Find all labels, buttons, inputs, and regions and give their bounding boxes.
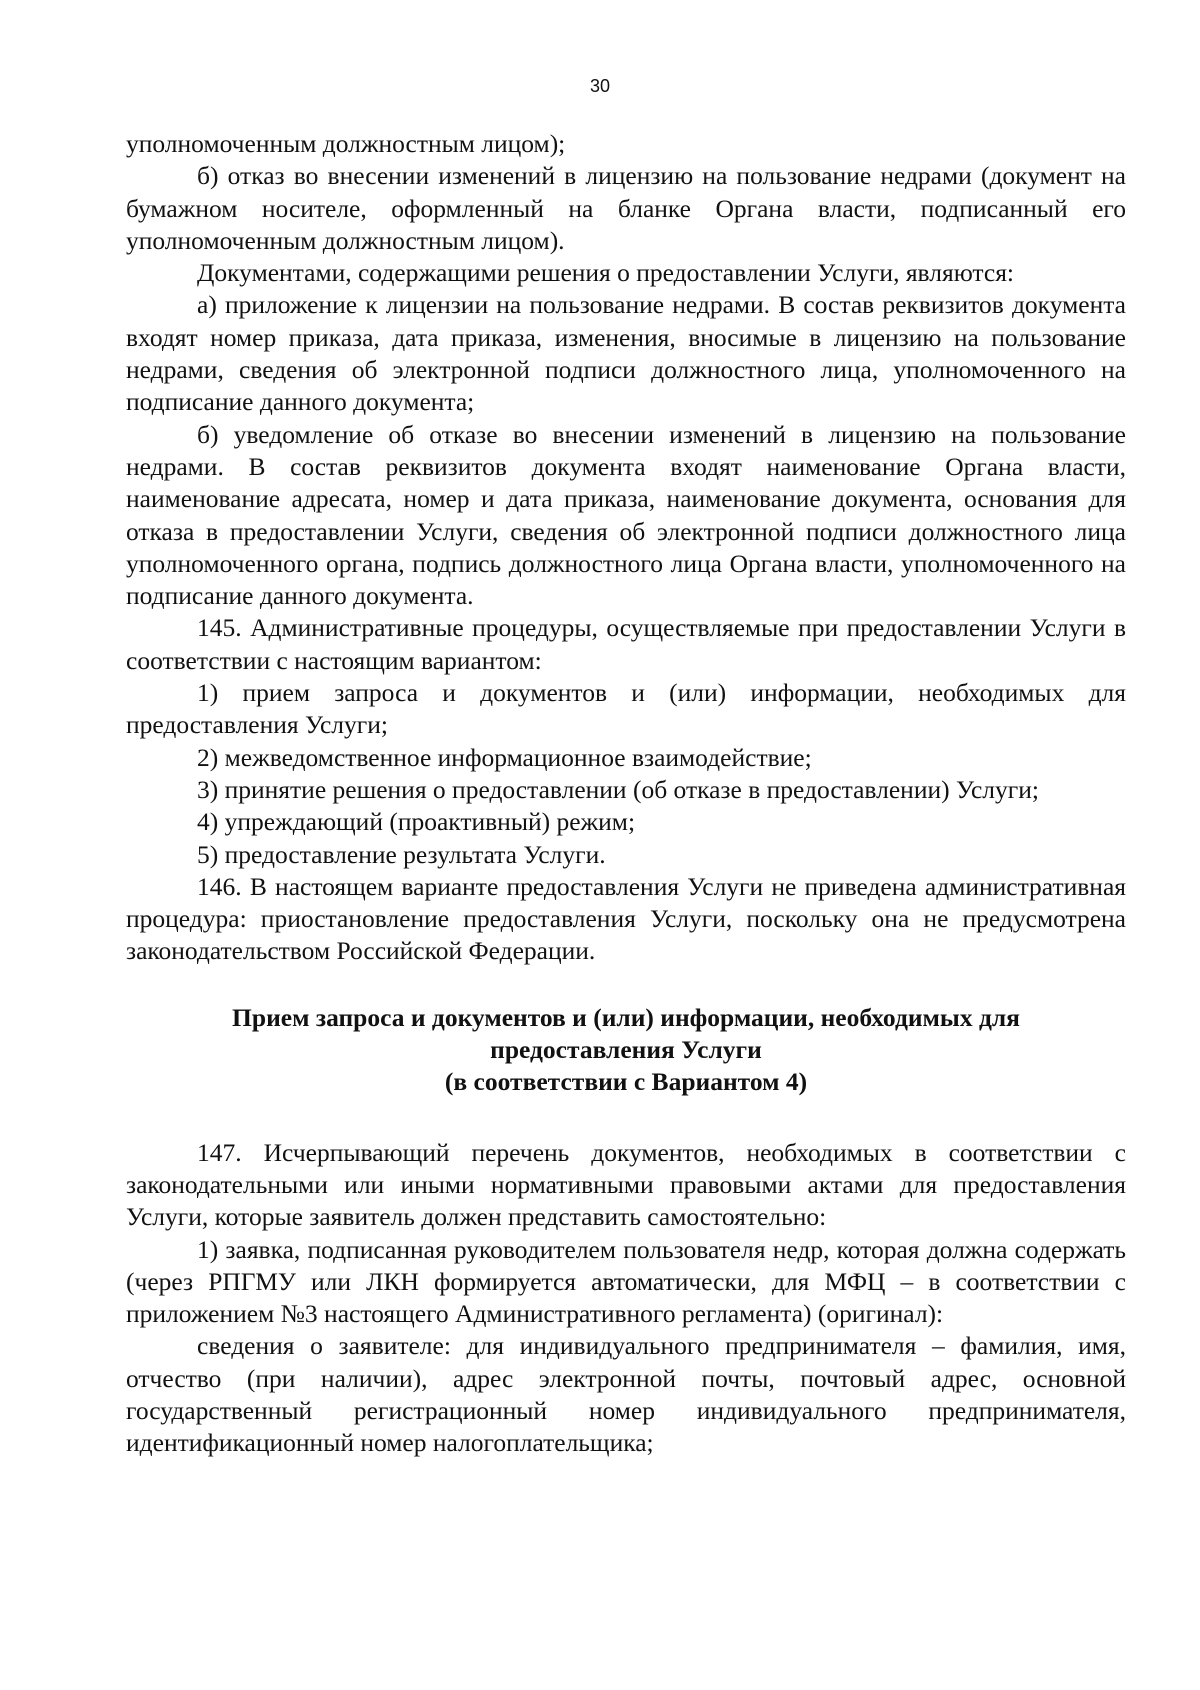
list-item: 5) предоставление результата Услуги. <box>197 839 606 869</box>
section-heading-line: (в соответствии с Вариантом 4) <box>444 1067 808 1097</box>
paragraph-147: 147. Исчерпывающий перечень документов, необходимых в соответствии с законодательными или иными нормативными правовыми актами для предоставления Услуги, которые заявитель должен представить самостоятельно: <box>126 1137 1126 1232</box>
paragraph: а) приложение к лицензии на пользование недрами. В состав реквизитов документа входят номер приказа, дата приказа, изменения, вносимые в лицензию на пользование недрами, сведения об электронной подписи должностного лица, уполномоченного на подписание данного документа; <box>126 290 1126 417</box>
document-body <box>126 128 1126 1460</box>
section-heading-line: предоставления Услуги <box>490 1035 762 1065</box>
paragraph: Документами, содержащими решения о предоставлении Услуги, являются: <box>197 258 1015 288</box>
paragraph: б) уведомление об отказе во внесении изменений в лицензию на пользование недрами. В состав реквизитов документа входят наименование Органа власти, наименование адресата, номер и дата приказа, наименование документа, основания для отказа в предоставлении Услуги, сведения об электронной подписи должностного лица уполномоченного органа, подпись должностного лица Органа власти, уполномоченного на подписание данного документа. <box>126 419 1126 611</box>
paragraph: сведения о заявителе: для индивидуального предпринимателя – фамилия, имя, отчество (при наличии), адрес электронной почты, почтовый адрес, основной государственный регистрационный номер индивидуального предпринимателя, идентификационный номер налогоплательщика; <box>126 1331 1126 1458</box>
list-item: 1) прием запроса и документов и (или) информации, необходимых для предоставления Услуги; <box>126 678 1126 740</box>
list-item: 4) упреждающий (проактивный) режим; <box>197 807 636 837</box>
section-heading <box>126 1002 1126 1099</box>
paragraph: уполномоченным должностным лицом); <box>126 129 566 158</box>
page-number: 30 <box>589 76 611 96</box>
list-item: 1) заявка, подписанная руководителем пользователя недр, которая должна содержать (через РПГМУ или ЛКН формируется автоматически, для МФЦ – в соответствии с приложением №3 настоящего Административного регламента) (оригинал): <box>126 1234 1126 1329</box>
list-item: 2) межведомственное информационное взаимодействие; <box>197 742 812 772</box>
section-heading-line: Прием запроса и документов и (или) информации, необходимых для <box>232 1002 1020 1032</box>
paragraph-145: 145. Административные процедуры, осуществляемые при предоставлении Услуги в соответствии с настоящим вариантом: <box>126 613 1126 675</box>
paragraph: б) отказ во внесении изменений в лицензию на пользование недрами (документ на бумажном носителе, оформленный на бланке Органа власти, подписанный его уполномоченным должностным лицом). <box>126 161 1126 255</box>
paragraph-146: 146. В настоящем варианте предоставления Услуги не приведена административная процедура: приостановление предоставления Услуги, поскольку она не предусмотрена законодательством Российской Федерации. <box>126 871 1126 966</box>
list-item: 3) принятие решения о предоставлении (об отказе в предоставлении) Услуги; <box>197 774 1039 804</box>
